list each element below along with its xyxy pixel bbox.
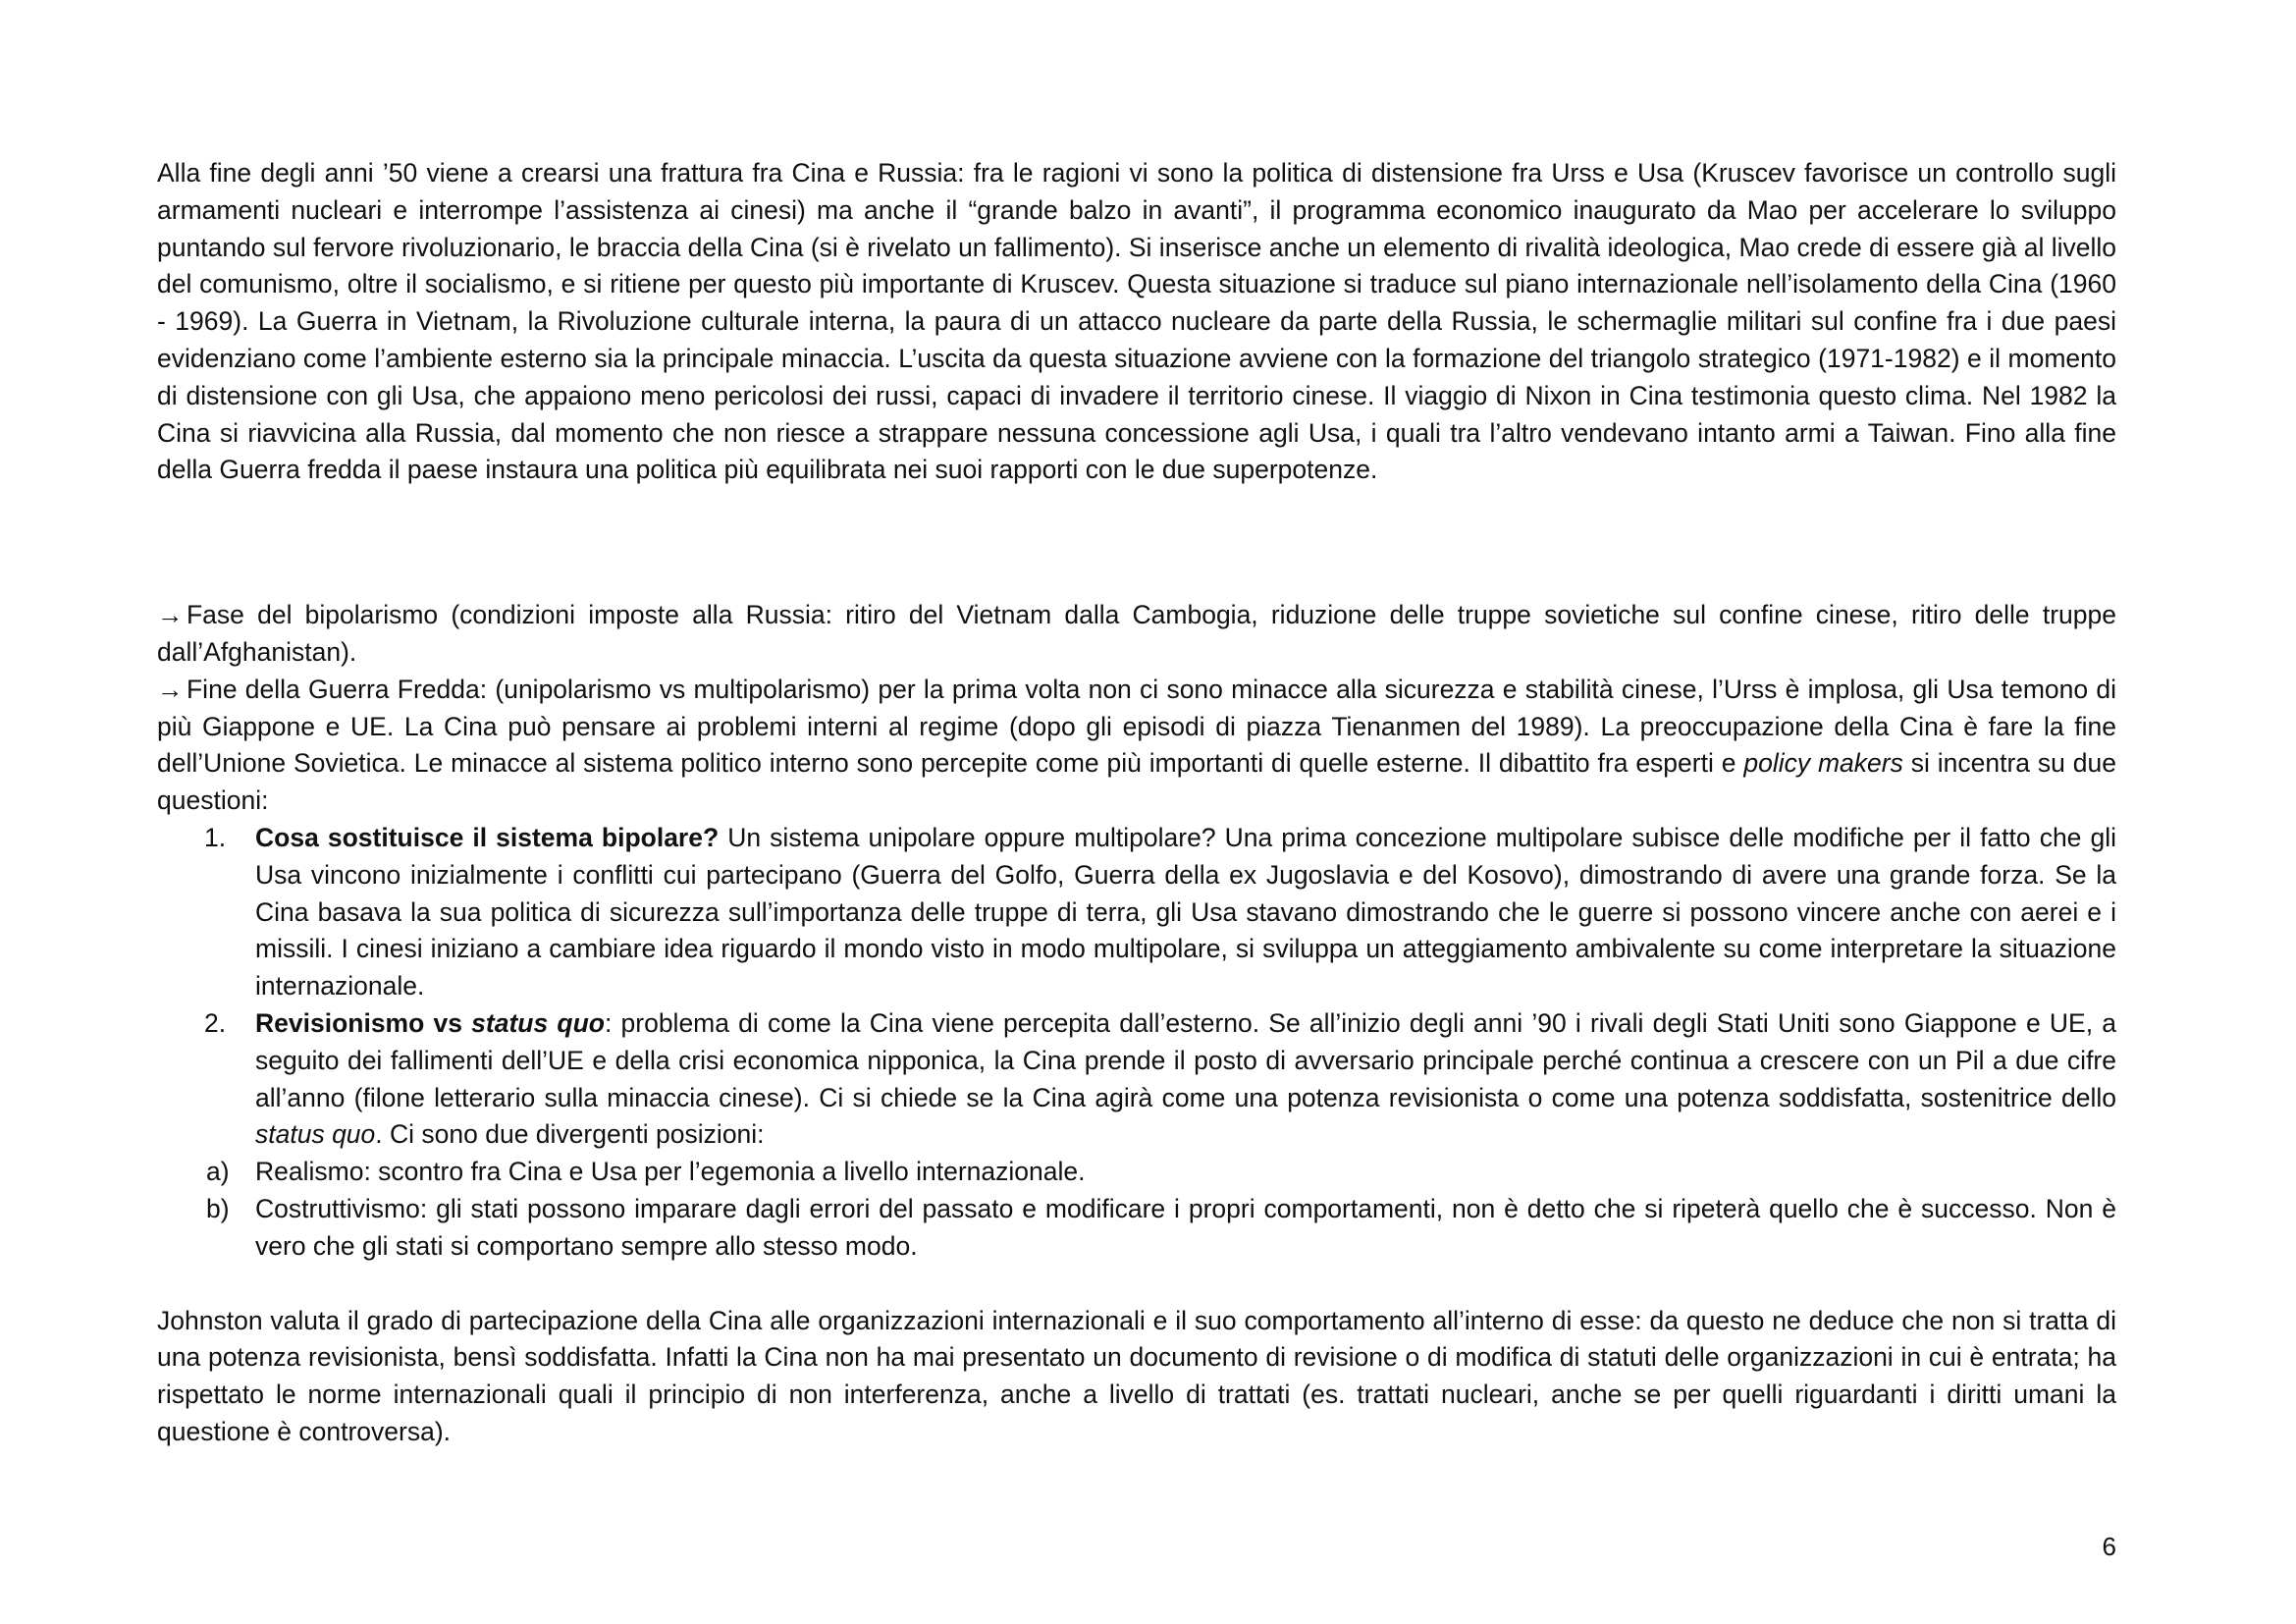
item-2-heading-italic: status quo: [471, 1007, 605, 1038]
item-2-text: : problema di come la Cina viene percepita dall’esterno. Se all’inizio degli anni ’90 i rivali degli Stati Uniti sono Giappone e UE, a seguito dei fallimenti dell’UE e della crisi economica nipponica, la Cina prende il posto di avversario principale perché continua a crescere con un Pil a due cifre all’anno (filone letterario sulla minaccia cinese). Ci si chiede se la Cina agirà come una potenza revisionista o come una potenza soddisfatta, sostenitrice dello: [255, 1007, 2116, 1112]
item-1-heading: Cosa sostituisce il sistema bipolare?: [255, 822, 720, 852]
paragraph-johnston: Johnston valuta il grado di partecipazione della Cina alle organizzazioni internazionali e il suo comportamento all’interno di esse: da questo ne deduce che non si tratta di una potenza revisionista, bensì soddisfatta. Infatti la Cina non ha mai presentato un documento di revisione o di modifica di statuti delle organizzazioni in cui è entrata; ha rispettato le norme internazionali quali il principio di non interferenza, anche a livello di trattati (es. trattati nucleari, anche se per quelli riguardanti i diritti umani la questione è controversa).: [157, 1305, 2116, 1446]
right-arrow-icon: →: [157, 674, 184, 704]
policy-makers-italic: policy makers: [1743, 748, 1903, 779]
spacer: [157, 1266, 2116, 1303]
paragraph-sino-soviet-split: Alla fine degli anni ’50 viene a crearsi una frattura fra Cina e Russia: fra le ragioni vi sono la politica di distensione fra Urss e Usa (Kruscev favorisce un controllo sugli armamenti nucleari e interrompe l’assistenza ai cinesi) ma anche il “grande balzo in avanti”, il programma economico inaugurato da Mao per accelerare lo sviluppo puntando sul fervore rivoluzionario, le braccia della Cina (si è rivelato un fallimento). Si inserisce anche un elemento di rivalità ideologica, Mao crede di essere già al livello del comunismo, oltre il socialismo, e si ritiene per questo più importante di Kruscev. Questa situazione si traduce sul piano internazionale nell’isolamento della Cina (1960 - 1969). La Guerra in Vietnam, la Rivoluzione culturale interna, la paura di un attacco nucleare da parte della Russia, le schermaglie militari sul confine fra i due paesi evidenziano come l’ambiente esterno sia la principale minaccia. L’uscita da questa situazione avviene con la formazione del triangolo strategico (1971-1982) e il momento di distensione con gli Usa, che appaiono meno pericolosi dei russi, capaci di invadere il territorio cinese. Il viaggio di Nixon in Cina testimonia questo clima. Nel 1982 la Cina si riavvicina alla Russia, dal momento che non riesce a strappare nessuna concessione agli Usa, i quali tra l’altro vendevano intanto armi a Taiwan. Fino alla fine della Guerra fredda il paese instaura una politica più equilibrata nei suoi rapporti con le due superpotenze.: [157, 158, 2116, 485]
end-cold-war-text-end: si incentra su due questioni:: [157, 748, 2116, 816]
end-cold-war-text: Fine della Guerra Fredda: (unipolarismo vs multipolarismo) per la prima volta non ci sono minacce alla sicurezza e stabilità cinese, l’Urss è implosa, gli Usa temono di più Giappone e UE. La Cina può pensare ai problemi interni al regime (dopo gli episodi di piazza Tienanmen del 1989). La preoccupazione della Cina è fare la fine dell’Unione Sovietica. Le minacce al sistema politico interno sono percepite come più importanti di quelle esterne. Il dibattito fra esperti e: [157, 674, 2116, 779]
item-2-heading: Revisionismo vs: [255, 1007, 472, 1038]
item-2-text-end: . Ci sono due divergenti posizioni:: [375, 1119, 765, 1150]
document-page: [157, 155, 2116, 1451]
list-item-2: [157, 1005, 2116, 1154]
list-item-b: [157, 1191, 2116, 1266]
page-number: 6: [2102, 1532, 2116, 1561]
realism-text: Realismo: scontro fra Cina e Usa per l’egemonia a livello internazionale.: [255, 1157, 1086, 1187]
paragraph-bipolarism: [157, 597, 2116, 672]
list-number: 2.: [204, 1007, 227, 1038]
status-quo-italic: status quo: [255, 1119, 376, 1150]
list-item-a: [157, 1154, 2116, 1191]
spacer: [157, 489, 2116, 597]
list-letter: b): [206, 1193, 230, 1223]
paragraph-end-cold-war: [157, 672, 2116, 820]
list-number: 1.: [204, 822, 227, 852]
right-arrow-icon: →: [157, 600, 184, 630]
list-letter: a): [206, 1157, 230, 1187]
constructivism-text: Costruttivismo: gli stati possono imparare dagli errori del passato e modificare i propri comportamenti, non è detto che si ripeterà quello che è successo. Non è vero che gli stati si comportano sempre allo stesso modo.: [255, 1193, 2116, 1261]
bipolarism-text: Fase del bipolarismo (condizioni imposte alla Russia: ritiro del Vietnam dalla Cambogia, riduzione delle truppe sovietiche sul confine cinese, ritiro delle truppe dall’Afghanistan).: [157, 600, 2116, 667]
numbered-list: [157, 820, 2116, 1154]
item-1-text: Un sistema unipolare oppure multipolare? Una prima concezione multipolare subisce delle modifiche per il fatto che gli Usa vincono inizialmente i conflitti cui partecipano (Guerra del Golfo, Guerra della ex Jugoslavia e del Kosovo), dimostrando di avere una grande forza. Se la Cina basava la sua politica di sicurezza sull’importanza delle truppe di terra, gli Usa stavano dimostrando che le guerre si possono vincere anche con aerei e i missili. I cinesi iniziano a cambiare idea riguardo il mondo visto in modo multipolare, si sviluppa un atteggiamento ambivalente su come interpretare la situazione internazionale.: [255, 822, 2116, 1001]
list-item-1: [157, 820, 2116, 1005]
lettered-list: [157, 1154, 2116, 1265]
